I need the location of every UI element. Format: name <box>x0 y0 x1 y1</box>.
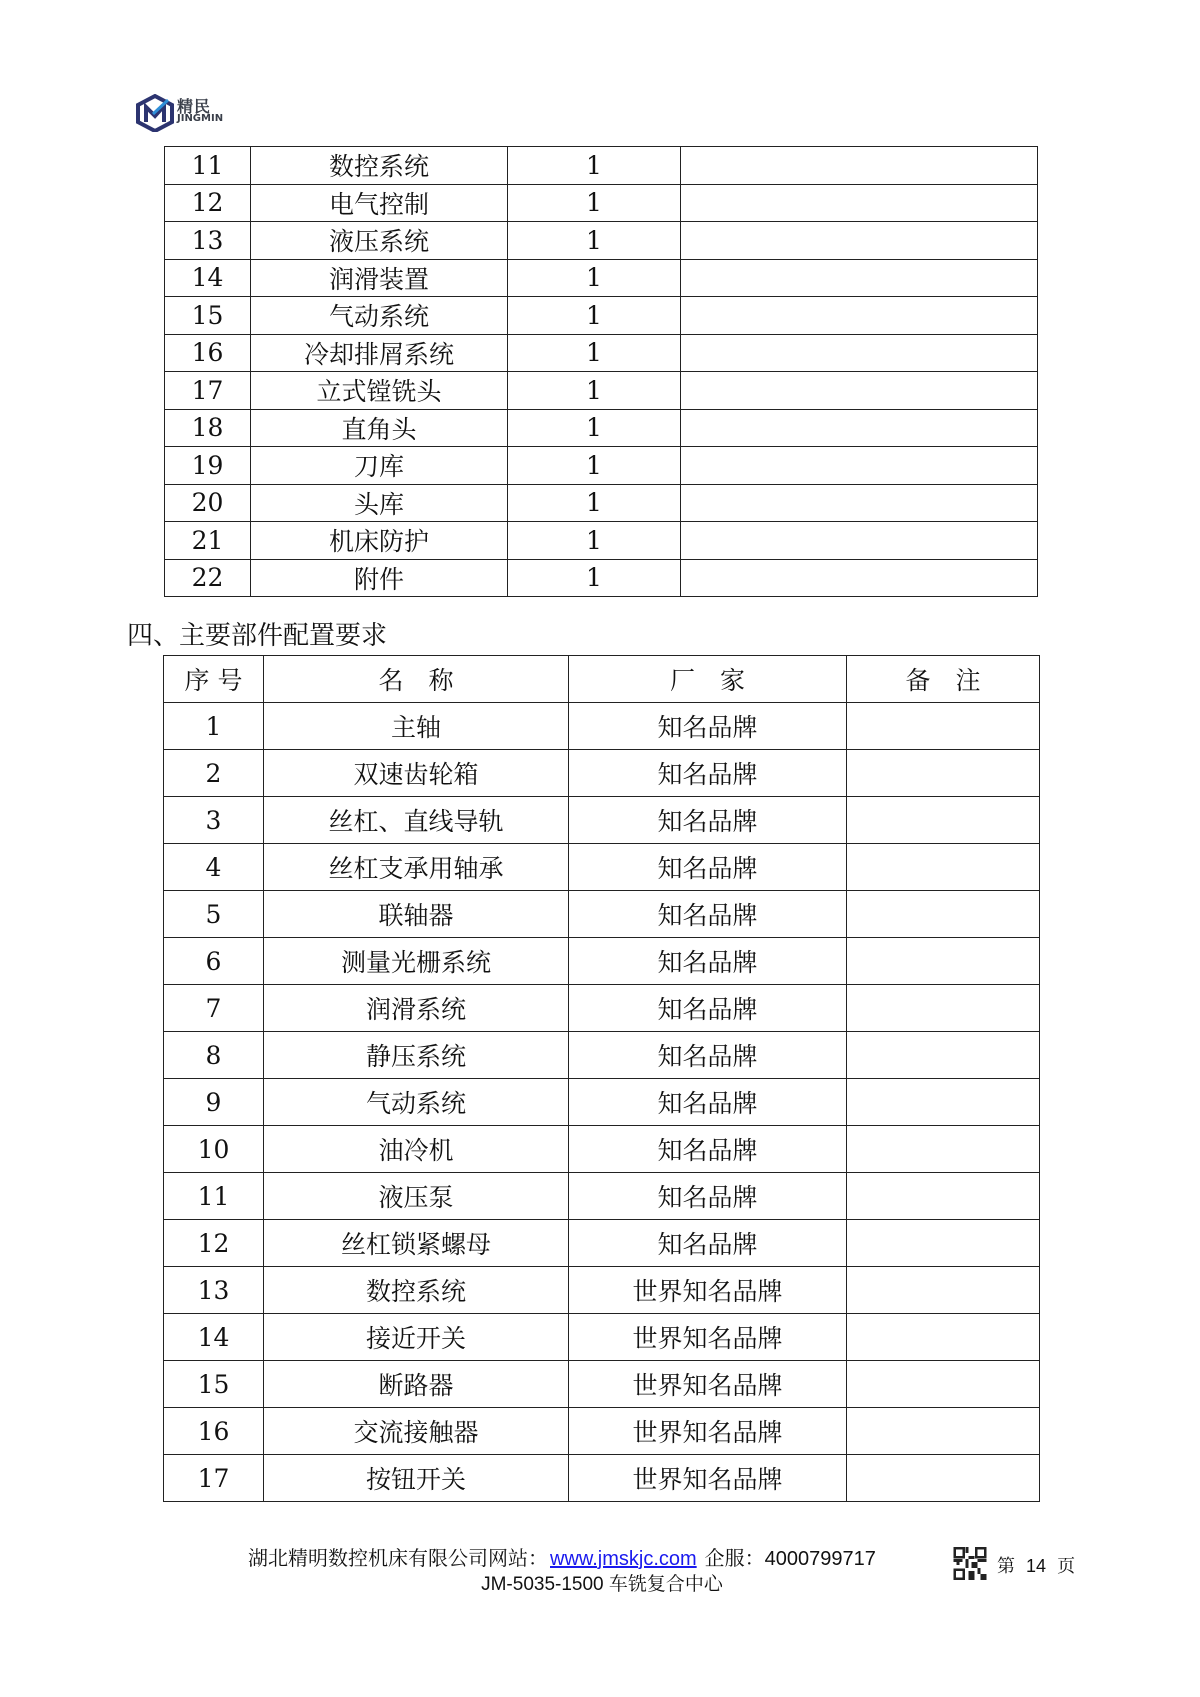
cell-remarks <box>681 484 1038 522</box>
cell-quantity: 1 <box>508 559 681 597</box>
table-row <box>165 409 1038 447</box>
table-row <box>164 1220 1040 1267</box>
page-prefix: 第 <box>997 1556 1015 1576</box>
logo-hexagon-icon <box>135 94 175 132</box>
cell-manufacturer: 世界知名品牌 <box>569 1361 847 1408</box>
cell-serial: 15 <box>165 297 251 335</box>
cell-serial: 15 <box>164 1361 264 1408</box>
header-name: 名 称 <box>264 656 569 703</box>
footer-model-text: JM-5035-1500 车铣复合中心 <box>481 1574 723 1595</box>
cell-manufacturer: 知名品牌 <box>569 703 847 750</box>
cell-name: 润滑装置 <box>251 259 508 297</box>
logo-text-en: JINGMIN <box>177 113 224 124</box>
cell-serial: 14 <box>164 1314 264 1361</box>
cell-manufacturer: 知名品牌 <box>569 1173 847 1220</box>
cell-name: 丝杠、直线导轨 <box>264 797 569 844</box>
logo-text-cn: 精民 <box>177 97 212 116</box>
cell-name: 电气控制 <box>251 184 508 222</box>
qr-code-icon <box>953 1547 987 1580</box>
cell-name: 断路器 <box>264 1361 569 1408</box>
cell-serial: 1 <box>164 703 264 750</box>
table-row <box>164 1267 1040 1314</box>
cell-name: 测量光栅系统 <box>264 938 569 985</box>
cell-serial: 13 <box>165 222 251 260</box>
cell-manufacturer: 世界知名品牌 <box>569 1267 847 1314</box>
table-row <box>164 938 1040 985</box>
cell-name: 附件 <box>251 559 508 597</box>
table-row <box>164 985 1040 1032</box>
table-row <box>164 703 1040 750</box>
table-row <box>164 1361 1040 1408</box>
footer-contact <box>248 1542 876 1571</box>
section-heading: 四、主要部件配置要求 <box>127 621 388 651</box>
cell-name: 接近开关 <box>264 1314 569 1361</box>
table-row <box>164 1314 1040 1361</box>
cell-serial: 18 <box>165 409 251 447</box>
cell-name: 油冷机 <box>264 1126 569 1173</box>
cell-manufacturer: 世界知名品牌 <box>569 1314 847 1361</box>
cell-remarks <box>847 1032 1040 1079</box>
cell-manufacturer: 世界知名品牌 <box>569 1408 847 1455</box>
page-number-value: 14 <box>1026 1556 1047 1576</box>
cell-serial: 4 <box>164 844 264 891</box>
footer-company: 湖北精明数控机床有限公司网站： <box>248 1548 548 1570</box>
cell-serial: 12 <box>165 184 251 222</box>
cell-name: 润滑系统 <box>264 985 569 1032</box>
cell-name: 立式镗铣头 <box>251 372 508 410</box>
cell-serial: 14 <box>165 259 251 297</box>
cell-quantity: 1 <box>508 297 681 335</box>
table-row <box>165 522 1038 560</box>
cell-serial: 16 <box>164 1408 264 1455</box>
page-number <box>997 1552 1075 1578</box>
table-header-row <box>164 656 1040 703</box>
cell-remarks <box>681 409 1038 447</box>
cell-name: 液压系统 <box>251 222 508 260</box>
cell-manufacturer: 知名品牌 <box>569 797 847 844</box>
cell-serial: 16 <box>165 334 251 372</box>
cell-name: 丝杠锁紧螺母 <box>264 1220 569 1267</box>
cell-remarks <box>847 1079 1040 1126</box>
cell-name: 冷却排屑系统 <box>251 334 508 372</box>
cell-name: 气动系统 <box>264 1079 569 1126</box>
cell-serial: 17 <box>164 1455 264 1502</box>
cell-serial: 11 <box>165 147 251 185</box>
table-row <box>165 184 1038 222</box>
cell-quantity: 1 <box>508 334 681 372</box>
cell-name: 头库 <box>251 484 508 522</box>
cell-remarks <box>681 184 1038 222</box>
cell-remarks <box>681 297 1038 335</box>
cell-remarks <box>681 222 1038 260</box>
cell-serial: 17 <box>165 372 251 410</box>
cell-manufacturer: 知名品牌 <box>569 1079 847 1126</box>
table-row <box>165 222 1038 260</box>
cell-name: 交流接触器 <box>264 1408 569 1455</box>
cell-manufacturer: 知名品牌 <box>569 844 847 891</box>
cell-manufacturer: 知名品牌 <box>569 1126 847 1173</box>
cell-name: 静压系统 <box>264 1032 569 1079</box>
cell-serial: 11 <box>164 1173 264 1220</box>
cell-serial: 2 <box>164 750 264 797</box>
cell-serial: 19 <box>165 447 251 485</box>
cell-remarks <box>847 1220 1040 1267</box>
table-row <box>165 259 1038 297</box>
cell-name: 机床防护 <box>251 522 508 560</box>
header-manufacturer: 厂 家 <box>569 656 847 703</box>
cell-quantity: 1 <box>508 222 681 260</box>
cell-remarks <box>847 1126 1040 1173</box>
cell-name: 直角头 <box>251 409 508 447</box>
cell-name: 按钮开关 <box>264 1455 569 1502</box>
cell-remarks <box>681 522 1038 560</box>
table-row <box>165 447 1038 485</box>
cell-remarks <box>847 703 1040 750</box>
cell-manufacturer: 知名品牌 <box>569 1032 847 1079</box>
cell-remarks <box>681 334 1038 372</box>
cell-quantity: 1 <box>508 259 681 297</box>
cell-manufacturer: 世界知名品牌 <box>569 1455 847 1502</box>
website-link[interactable]: www.jmskjc.com <box>550 1548 697 1570</box>
table-row <box>165 147 1038 185</box>
cell-quantity: 1 <box>508 522 681 560</box>
cell-remarks <box>681 259 1038 297</box>
footer-phone: 4000799717 <box>764 1548 876 1570</box>
cell-remarks <box>847 891 1040 938</box>
cell-serial: 8 <box>164 1032 264 1079</box>
cell-manufacturer: 知名品牌 <box>569 1220 847 1267</box>
cell-serial: 9 <box>164 1079 264 1126</box>
cell-quantity: 1 <box>508 409 681 447</box>
cell-remarks <box>847 1361 1040 1408</box>
cell-serial: 13 <box>164 1267 264 1314</box>
cell-serial: 10 <box>164 1126 264 1173</box>
cell-remarks <box>847 1455 1040 1502</box>
table-row <box>164 844 1040 891</box>
table-row <box>165 559 1038 597</box>
cell-name: 刀库 <box>251 447 508 485</box>
cell-remarks <box>681 447 1038 485</box>
cell-remarks <box>847 1314 1040 1361</box>
cell-serial: 22 <box>165 559 251 597</box>
table-row <box>164 1126 1040 1173</box>
cell-name: 丝杠支承用轴承 <box>264 844 569 891</box>
cell-name: 数控系统 <box>264 1267 569 1314</box>
table-row <box>165 372 1038 410</box>
cell-remarks <box>847 844 1040 891</box>
cell-manufacturer: 知名品牌 <box>569 985 847 1032</box>
main-parts-config-table <box>163 655 1040 1502</box>
cell-serial: 5 <box>164 891 264 938</box>
table-row <box>164 891 1040 938</box>
cell-serial: 6 <box>164 938 264 985</box>
cell-name: 液压泵 <box>264 1173 569 1220</box>
cell-quantity: 1 <box>508 447 681 485</box>
cell-remarks <box>847 1408 1040 1455</box>
cell-name: 联轴器 <box>264 891 569 938</box>
cell-name: 气动系统 <box>251 297 508 335</box>
component-list-table <box>164 146 1038 597</box>
cell-manufacturer: 知名品牌 <box>569 750 847 797</box>
page-suffix: 页 <box>1057 1556 1076 1576</box>
cell-remarks <box>847 797 1040 844</box>
table-row <box>165 297 1038 335</box>
cell-remarks <box>847 750 1040 797</box>
table-row <box>165 484 1038 522</box>
cell-name: 双速齿轮箱 <box>264 750 569 797</box>
cell-name: 数控系统 <box>251 147 508 185</box>
table-row <box>164 1408 1040 1455</box>
cell-serial: 12 <box>164 1220 264 1267</box>
cell-quantity: 1 <box>508 372 681 410</box>
table-row <box>164 797 1040 844</box>
cell-manufacturer: 知名品牌 <box>569 938 847 985</box>
cell-quantity: 1 <box>508 147 681 185</box>
cell-remarks <box>681 372 1038 410</box>
table-row <box>164 1079 1040 1126</box>
cell-remarks <box>847 985 1040 1032</box>
table-row <box>164 1455 1040 1502</box>
cell-remarks <box>681 147 1038 185</box>
cell-quantity: 1 <box>508 484 681 522</box>
footer-service-label: 企服： <box>704 1548 765 1570</box>
cell-serial: 7 <box>164 985 264 1032</box>
table-row <box>164 1032 1040 1079</box>
cell-remarks <box>681 559 1038 597</box>
cell-name: 主轴 <box>264 703 569 750</box>
cell-manufacturer: 知名品牌 <box>569 891 847 938</box>
table-row <box>164 1173 1040 1220</box>
cell-serial: 3 <box>164 797 264 844</box>
table-row <box>164 750 1040 797</box>
header-remarks: 备 注 <box>847 656 1040 703</box>
cell-quantity: 1 <box>508 184 681 222</box>
cell-remarks <box>847 938 1040 985</box>
company-logo <box>135 94 245 132</box>
cell-remarks <box>847 1173 1040 1220</box>
cell-serial: 20 <box>165 484 251 522</box>
header-serial: 序 号 <box>164 656 264 703</box>
table-row <box>165 334 1038 372</box>
cell-serial: 21 <box>165 522 251 560</box>
cell-remarks <box>847 1267 1040 1314</box>
